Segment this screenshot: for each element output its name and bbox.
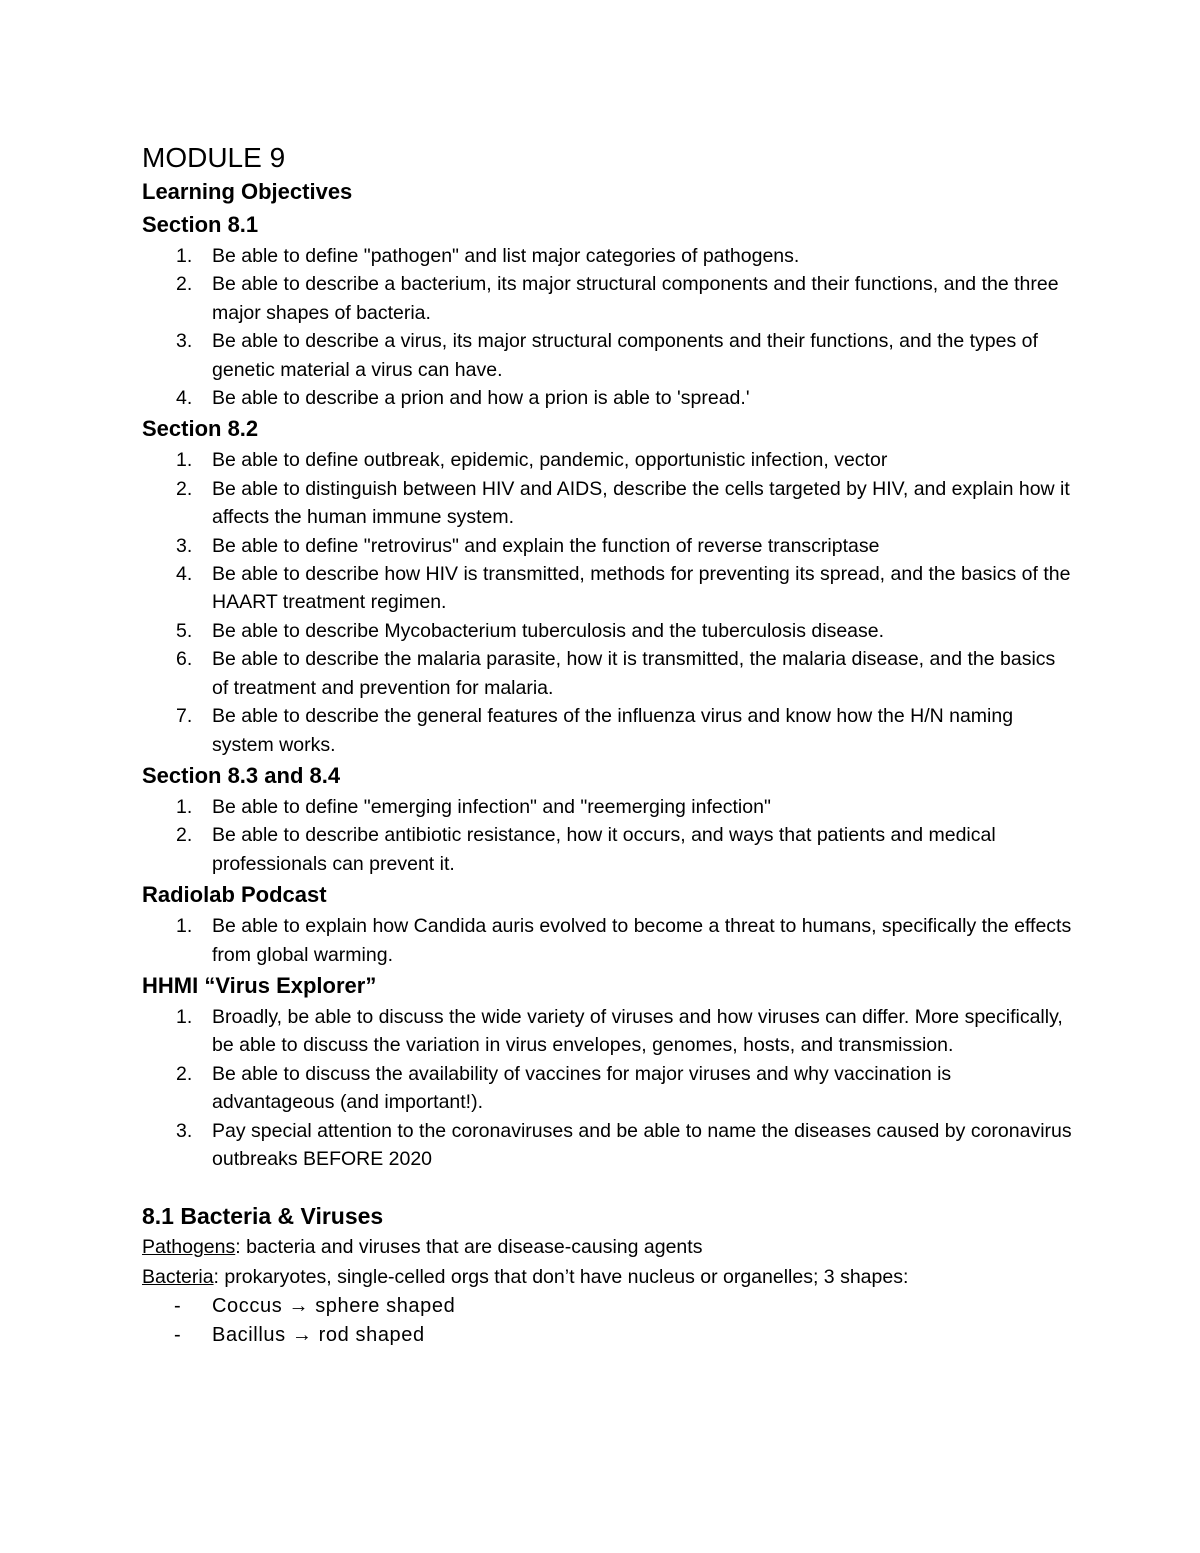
list-item bbox=[142, 560, 1072, 617]
list-item bbox=[142, 912, 1072, 969]
section-heading: Section 8.2 bbox=[142, 416, 259, 442]
list-item bbox=[142, 821, 1072, 878]
list-number: 5. bbox=[176, 619, 193, 642]
list-number: 4. bbox=[176, 387, 193, 410]
list-number: 3. bbox=[176, 330, 193, 353]
list-item bbox=[142, 617, 1072, 645]
list-number: 2. bbox=[176, 824, 193, 847]
list-text: Be able to describe a virus, its major structural components and their functions, and the types of genetic material a virus can have. bbox=[212, 330, 1038, 381]
learning-objectives-heading: Learning Objectives bbox=[142, 179, 353, 204]
list-text: Be able to define "retrovirus" and explain the function of reverse transcriptase bbox=[212, 534, 880, 557]
list-number: 6. bbox=[176, 648, 193, 671]
list-number: 2. bbox=[176, 273, 193, 296]
dash-bullet: - bbox=[174, 1323, 182, 1346]
list-text: Be able to describe antibiotic resistance, how it occurs, and ways that patients and medical professionals can prevent it. bbox=[212, 824, 996, 875]
list-number: 7. bbox=[176, 705, 193, 728]
list-text: Be able to describe Mycobacterium tuberculosis and the tuberculosis disease. bbox=[212, 619, 885, 642]
bacteria-def-text: : prokaryotes, single-celled orgs that don’t have nucleus or organelles; 3 shapes: bbox=[213, 1265, 909, 1288]
list-text: Be able to define outbreak, epidemic, pandemic, opportunistic infection, vector bbox=[212, 449, 888, 472]
section-heading: Section 8.3 and 8.4 bbox=[142, 762, 341, 788]
list-item bbox=[142, 475, 1072, 532]
list-item bbox=[142, 1292, 1072, 1321]
list-text: Coccus → sphere shaped bbox=[212, 1295, 456, 1318]
list-text: Be able to define "pathogen" and list major categories of pathogens. bbox=[212, 245, 800, 267]
objective-list bbox=[142, 446, 1072, 758]
list-text: Be able to describe how HIV is transmitted, methods for preventing its spread, and the basics of the HAART treatment regimen. bbox=[212, 563, 1071, 614]
list-item bbox=[142, 446, 1072, 474]
list-text: Be able to distinguish between HIV and AIDS, describe the cells targeted by HIV, and explain how it affects the human immune system. bbox=[212, 477, 1070, 529]
objective-list bbox=[142, 912, 1072, 969]
list-text: Bacillus → rod shaped bbox=[212, 1323, 425, 1346]
objective-list bbox=[142, 793, 1072, 878]
module-title: MODULE 9 bbox=[142, 142, 286, 173]
list-number: 1. bbox=[176, 1005, 193, 1028]
list-number: 2. bbox=[176, 1062, 193, 1085]
list-text: Be able to describe a prion and how a prion is able to 'spread.' bbox=[212, 387, 750, 410]
objective-list bbox=[142, 1003, 1072, 1173]
list-item bbox=[142, 645, 1072, 702]
topic-heading: 8.1 Bacteria & Viruses bbox=[142, 1203, 384, 1230]
list-item bbox=[142, 270, 1072, 327]
section-heading: Radiolab Podcast bbox=[142, 882, 327, 908]
list-item bbox=[142, 702, 1072, 759]
list-number: 2. bbox=[176, 477, 193, 500]
list-number: 3. bbox=[176, 1119, 193, 1142]
list-item bbox=[142, 242, 1072, 270]
list-text: Be able to describe the malaria parasite, how it is transmitted, the malaria disease, and the basics of treatment and prevention for malaria. bbox=[212, 648, 1056, 699]
list-number: 1. bbox=[176, 449, 193, 472]
shapes-list bbox=[142, 1292, 1072, 1349]
objective-list bbox=[142, 242, 1072, 412]
list-item bbox=[142, 532, 1072, 560]
list-text: Be able to explain how Candida auris evolved to become a threat to humans, specifically the effects from global warming. bbox=[212, 915, 1072, 966]
list-item bbox=[142, 327, 1072, 384]
pathogens-definition bbox=[142, 1233, 1072, 1263]
list-item bbox=[142, 1003, 1072, 1060]
list-item bbox=[142, 793, 1072, 821]
pathogens-def-text: : bacteria and viruses that are disease-causing agents bbox=[235, 1236, 703, 1259]
list-number: 3. bbox=[176, 534, 193, 557]
list-item bbox=[142, 384, 1072, 412]
pathogens-term: Pathogens bbox=[142, 1236, 236, 1259]
document-page bbox=[142, 140, 1072, 1349]
list-item bbox=[142, 1117, 1072, 1174]
list-number: 1. bbox=[176, 795, 193, 818]
section-heading: Section 8.1 bbox=[142, 212, 259, 237]
list-item bbox=[142, 1321, 1072, 1350]
bacteria-definition bbox=[142, 1263, 1072, 1293]
list-text: Be able to describe the general features of the influenza virus and know how the H/N naming system works. bbox=[212, 705, 1014, 756]
list-text: Be able to define "emerging infection" and "reemerging infection" bbox=[212, 795, 771, 818]
list-text: Broadly, be able to discuss the wide variety of viruses and how viruses can differ. More specifically, be able to discuss the variation in virus envelopes, genomes, hosts, and transmission. bbox=[212, 1005, 1063, 1057]
list-number: 1. bbox=[176, 245, 193, 267]
list-text: Pay special attention to the coronaviruses and be able to name the diseases caused by coronavirus outbreaks BEFORE 2020 bbox=[212, 1119, 1072, 1170]
list-number: 4. bbox=[176, 563, 193, 586]
section-heading: HHMI “Virus Explorer” bbox=[142, 972, 377, 998]
dash-bullet: - bbox=[174, 1295, 182, 1318]
list-text: Be able to discuss the availability of vaccines for major viruses and why vaccination is advantageous (and important!). bbox=[212, 1062, 952, 1114]
section-spacer bbox=[142, 1173, 1072, 1199]
list-text: Be able to describe a bacterium, its major structural components and their functions, and the three major shapes of bacteria. bbox=[212, 273, 1059, 324]
bacteria-term: Bacteria bbox=[142, 1265, 214, 1288]
list-number: 1. bbox=[176, 915, 193, 938]
list-item bbox=[142, 1060, 1072, 1117]
